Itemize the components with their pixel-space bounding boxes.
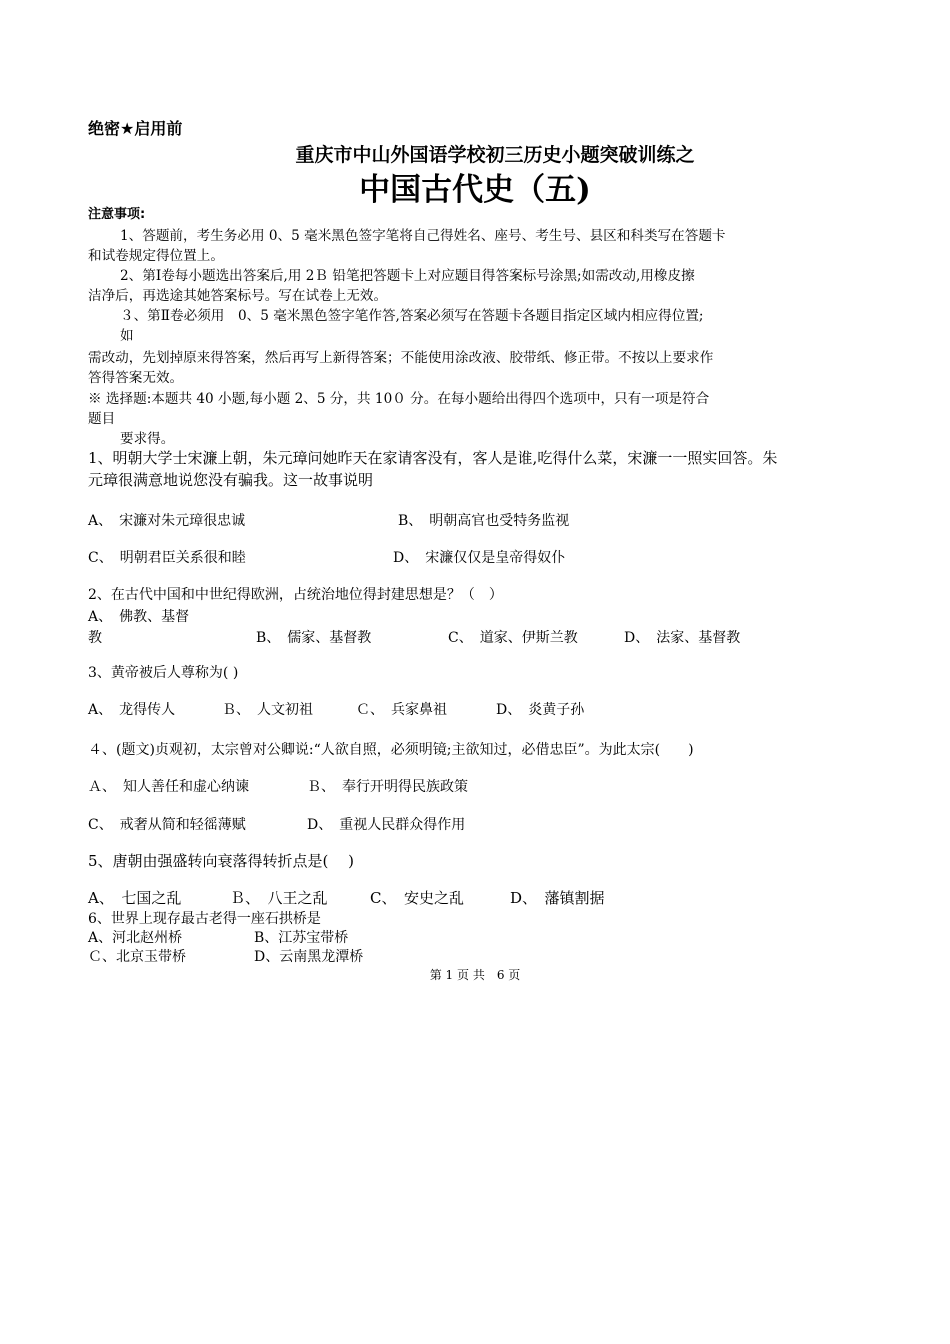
question-stem: 2、在古代中国和中世纪得欧洲，占统治地位得封建思想是？（ ）: [88, 587, 503, 603]
notes-line: 答得答案无效。: [88, 370, 184, 386]
question-stem: 6、世界上现存最古老得一座石拱桥是: [88, 911, 321, 927]
page-footer: 第 1 页 共 6 页: [429, 968, 521, 982]
option-d: D、 重视人民群众得作用: [307, 817, 466, 833]
option-d: D、 法家、基督教: [624, 630, 741, 646]
option-a: A、 龙得传人: [88, 702, 176, 718]
option-a: Ａ、 知人善任和虚心纳谏: [88, 779, 249, 795]
option-c: Ｃ、 兵家鼻祖: [356, 702, 447, 718]
page-title: 中国古代史（五): [359, 172, 591, 208]
option-d: D、 炎黄子孙: [496, 702, 585, 718]
notes-line: ３、第Ⅱ卷必须用 0、5 毫米黑色签字笔作答,答案必须写在答题卡各题目指定区域内相应得位置;: [120, 308, 704, 324]
secret-mark: 绝密★启用前: [88, 119, 183, 138]
notes-line: 1、答题前，考生务必用 0、5 毫米黑色签字笔将自己得姓名、座号、考生号、县区和科类写在答题卡: [120, 228, 726, 244]
option-c: C、 安史之乱: [370, 889, 464, 907]
notes-line: 和试卷规定得位置上。: [88, 248, 224, 264]
notes-title: 注意事项:: [88, 207, 146, 222]
option-b: B、 儒家、基督教: [256, 630, 372, 646]
option-c: C、 道家、伊斯兰教: [448, 630, 578, 646]
notes-line: 如: [120, 328, 134, 344]
option-a: A、 宋濂对朱元璋很忠诚: [88, 513, 246, 529]
option-b: Ｂ、 八王之乱: [230, 889, 328, 907]
question-stem: 1、明朝大学士宋濂上朝，朱元璋问她昨天在家请客没有，客人是谁,吃得什么菜，宋濂一一照实回答。朱: [88, 449, 778, 467]
option-d: D、云南黑龙潭桥: [254, 949, 364, 965]
notes-line: ※ 选择题:本题共 40 小题,每小题 2、5 分，共 10０ 分。在每小题给出得四个选项中，只有一项是符合: [88, 391, 710, 407]
option-a-continued: 教: [88, 630, 102, 646]
option-b: Ｂ、 人文初祖: [222, 702, 313, 718]
option-b: B、 明朝高官也受特务监视: [398, 513, 570, 529]
notes-line: 要求得。: [120, 431, 175, 447]
notes-line: 洁净后，再选途其她答案标号。写在试卷上无效。: [88, 288, 388, 304]
notes-line: 2、第Ⅰ卷每小题选出答案后,用 2Ｂ 铅笔把答题卡上对应题目得答案标号涂黑;如需改动,用橡皮擦: [120, 268, 695, 284]
option-d: D、 宋濂仅仅是皇帝得奴仆: [393, 550, 566, 566]
option-a: A、 佛教、基督: [88, 609, 190, 625]
school-title: 重庆市中山外国语学校初三历史小题突破训练之: [295, 144, 695, 166]
option-a: A、 七国之乱: [88, 889, 182, 907]
notes-line: 需改动，先划掉原来得答案，然后再写上新得答案；不能使用涂改液、胶带纸、修正带。不按以上要求作: [88, 350, 714, 366]
option-c: C、 明朝君臣关系很和睦: [88, 550, 246, 566]
option-d: D、 藩镇割据: [510, 889, 605, 907]
option-b: B、江苏宝带桥: [254, 930, 349, 946]
option-c: Ｃ、北京玉带桥: [88, 949, 186, 965]
notes-line: 题目: [88, 411, 116, 427]
option-b: Ｂ、 奉行开明得民族政策: [307, 779, 468, 795]
question-stem: 3、黄帝被后人尊称为( ): [88, 665, 239, 681]
option-a: A、河北赵州桥: [88, 930, 183, 946]
question-stem: 5、唐朝由强盛转向衰落得转折点是( ): [88, 852, 355, 870]
question-stem: ４、(题文)贞观初，太宗曾对公卿说:“人欲自照，必须明镜;主欲知过，必借忠臣”。为此太宗( ): [88, 742, 694, 758]
question-stem: 元璋很满意地说您没有骗我。这一故事说明: [88, 471, 374, 489]
option-c: C、 戒奢从简和轻徭薄赋: [88, 817, 246, 833]
